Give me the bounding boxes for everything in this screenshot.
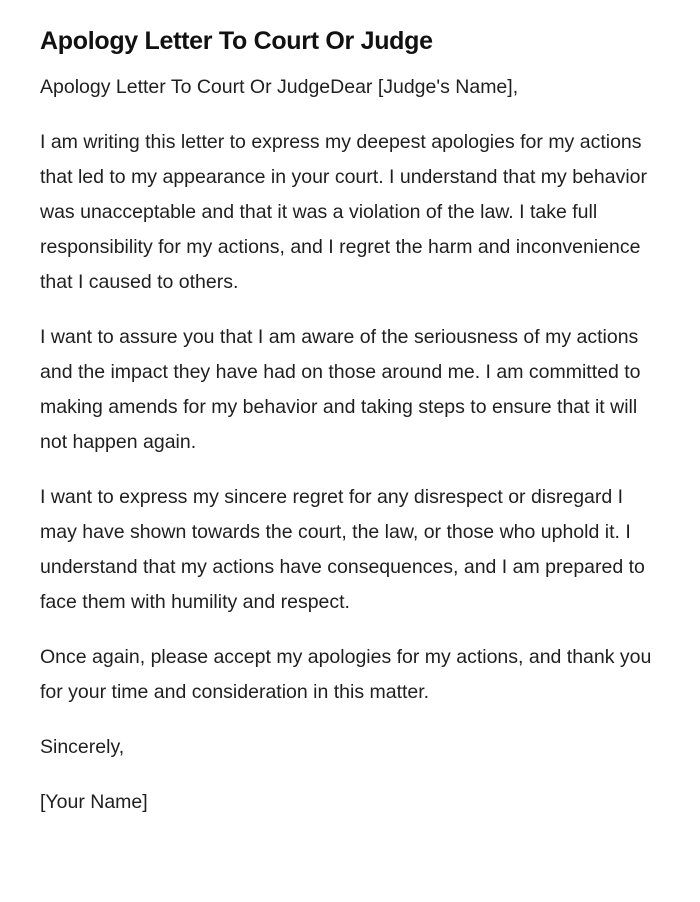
letter-paragraph-1: I am writing this letter to express my deepest apologies for my actions that led to my appearance in your court. I understand that my behavior was unacceptable and that it was a violation of the law. I take full responsibility for my actions, and I regret the harm and inconvenience that I caused to others. (40, 131, 648, 293)
letter-paragraph-4: Once again, please accept my apologies for my actions, and thank you for your time and consideration in this matter. (40, 646, 652, 703)
letter-paragraph-2: I want to assure you that I am aware of the seriousness of my actions and the impact they have had on those around me. I am committed to making amends for my behavior and taking steps to ensure that it will not happen again. (40, 326, 641, 453)
letter-greeting: Apology Letter To Court Or JudgeDear [Judge's Name], (40, 76, 519, 98)
page-title: Apology Letter To Court Or Judge (40, 27, 433, 55)
letter-paragraph-3: I want to express my sincere regret for any disrespect or disregard I may have shown towards the court, the law, or those who uphold it. I understand that my actions have consequences, and I am prepared to face them with humility and respect. (40, 486, 645, 613)
letter-signature: [Your Name] (40, 791, 148, 813)
letter-closing: Sincerely, (40, 736, 125, 758)
